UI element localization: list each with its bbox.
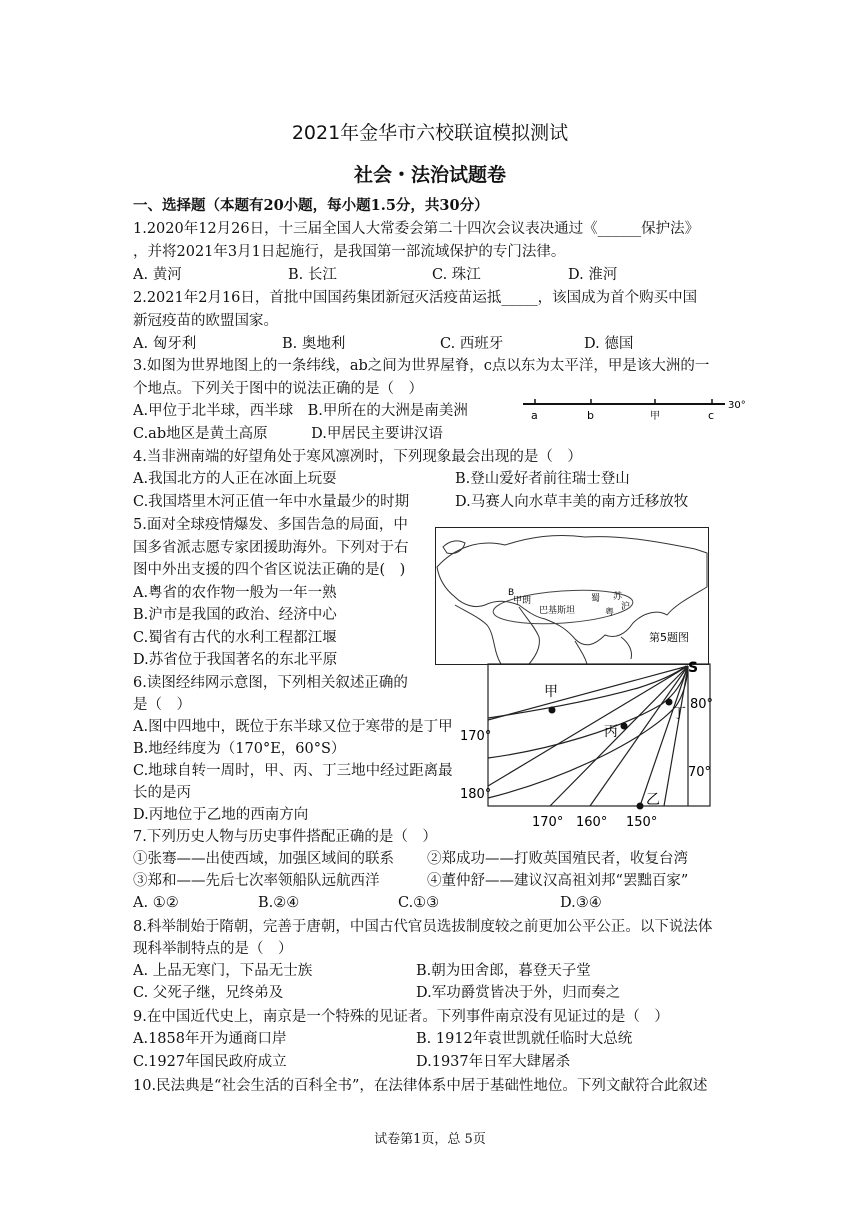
fig6-lon150-label: 150° <box>626 815 658 830</box>
q8-stem-line1: 8.科举制始于隋朝，完善于唐朝，中国古代官员选拔制度较之前更加公平公正。以下说法体 <box>133 919 713 935</box>
q6-option-c-line2: 长的是丙 <box>133 785 191 801</box>
fig5-caption: 第5题图 <box>649 631 689 644</box>
q2-option-a: A. 匈牙利 <box>133 336 197 352</box>
q8-stem-line2: 现科举制特点的是（ ） <box>133 941 293 957</box>
fig6-yi-label: 乙 <box>646 792 660 808</box>
q3-stem-line1: 3.如图为世界地图上的一条纬线，ab之间为世界屋脊，c点以东为太平洋，甲是该大洲的一 <box>133 358 710 374</box>
q4-option-a: A.我国北方的人正在冰面上玩耍 <box>133 471 337 487</box>
q8-option-c: C. 父死子继，兄终弟及 <box>133 985 284 1001</box>
fig3-point-a: a <box>531 409 538 422</box>
q9-stem: 9.在中国近代史上，南京是一个特殊的见证者。下列事件南京没有见证过的是（ ） <box>133 1009 669 1025</box>
fig6-lat80-label: 80° <box>690 697 714 712</box>
q1-option-c: C. 珠江 <box>432 267 481 283</box>
q7-item-1: ①张骞——出使西域，加强区域间的联系 <box>133 851 394 867</box>
q6-option-c-line1: C.地球自转一周时，甲、丙、丁三地中经过距离最 <box>133 763 453 779</box>
q7-stem: 7.下列历史人物与历史事件搭配正确的是（ ） <box>133 829 437 845</box>
fig5-label-su: 苏 <box>613 592 623 602</box>
q7-item-3: ③郑和——先后七次率领船队远航西洋 <box>133 873 380 889</box>
section-heading: 一、选择题（本题有20小题，每小题1.5分，共30分） <box>133 197 489 214</box>
q3-options-cd: C.ab地区是黄土高原 D.甲居民主要讲汉语 <box>133 426 443 442</box>
q5-map-figure <box>435 527 710 665</box>
fig3-point-jia: 甲 <box>650 411 660 422</box>
q8-option-d: D.军功爵赏皆决于外，归而奏之 <box>416 985 621 1001</box>
fig5-label-b: B <box>508 588 515 598</box>
q6-graticule-figure <box>458 658 718 836</box>
q8-option-a: A. 上品无寒门，下品无士族 <box>133 963 313 979</box>
q1-stem-line2: ，并将2021年3月1日起施行，是我国第一部流域保护的专门法律。 <box>133 244 566 260</box>
q7-item-4: ④董仲舒——建议汉高祖刘邦“罢黜百家” <box>427 873 689 889</box>
fig6-ding-label: 丁 <box>672 706 686 722</box>
q9-option-b: B. 1912年袁世凯就任临时大总统 <box>416 1031 633 1047</box>
q1-option-a: A. 黄河 <box>133 267 182 283</box>
q1-option-d: D. 淮河 <box>568 267 618 283</box>
q7-option-b: B.②④ <box>258 895 300 911</box>
q2-option-d: D. 德国 <box>584 336 634 352</box>
q5-stem-line3: 图中外出支援的四个省区说法正确的是( ) <box>133 562 406 578</box>
fig6-bing-label: 丙 <box>604 724 618 740</box>
q7-option-d: D.③④ <box>560 895 602 911</box>
fig5-label-shu: 蜀 <box>591 594 601 604</box>
q9-option-c: C.1927年国民政府成立 <box>133 1054 287 1070</box>
q9-option-d: D.1937年日军大肆屠杀 <box>416 1054 571 1070</box>
fig6-jia-label: 甲 <box>544 684 558 700</box>
q8-option-b: B.朝为田舍郎，暮登天子堂 <box>416 963 591 979</box>
q5-option-c: C.蜀省有古代的水利工程都江堰 <box>133 630 337 646</box>
q1-stem-line1: 1.2020年12月26日，十三届全国人大常委会第二十四次会议表决通过《______保护法》 <box>133 221 700 237</box>
q3-options-ab: A.甲位于北半球，西半球 B.甲所在的大洲是南美洲 <box>133 403 468 419</box>
q4-option-c: C.我国塔里木河正值一年中水量最少的时期 <box>133 494 410 510</box>
q4-stem: 4.当非洲南端的好望角处于寒风凛冽时，下列现象最会出现的是（ ） <box>133 449 582 465</box>
q2-option-c: C. 西班牙 <box>440 336 504 352</box>
q2-stem-line2: 新冠疫苗的欧盟国家。 <box>133 313 278 329</box>
q4-option-b: B.登山爱好者前往瑞士登山 <box>455 471 630 487</box>
q6-option-d: D.丙地位于乙地的西南方向 <box>133 807 309 823</box>
q10-stem: 10.民法典是“社会生活的百科全书”，在法律体系中居于基础性地位。下列文献符合此叙述 <box>133 1078 708 1094</box>
fig3-point-b: b <box>587 409 594 422</box>
fig5-label-hu: 沪 <box>621 602 631 612</box>
fig5-label-jialang: 甲朗 <box>513 596 532 606</box>
q5-stem-line1: 5.面对全球疫情爆发、多国告急的局面，中 <box>133 517 408 533</box>
fig5-label-yue: 粤 <box>605 608 615 618</box>
q6-stem-line2: 是（ ） <box>133 697 191 713</box>
q7-item-2: ②郑成功——打败英国殖民者，收复台湾 <box>427 851 688 867</box>
q3-latitude-figure <box>515 392 760 422</box>
fig6-lon180-label: 180° <box>460 787 492 802</box>
q4-option-d: D.马赛人向水草丰美的南方迁移放牧 <box>455 494 689 510</box>
q7-option-c: C.①③ <box>398 895 440 911</box>
exam-title: 2021年金华市六校联谊模拟测试 <box>291 122 569 144</box>
q6-option-a: A.图中四地中，既位于东半球又位于寒带的是丁甲 <box>133 719 453 735</box>
fig3-point-c: c <box>708 409 715 422</box>
q5-option-b: B.沪市是我国的政治、经济中心 <box>133 607 337 623</box>
exam-subtitle: 社会・法治试题卷 <box>353 164 506 186</box>
q5-stem-line2: 国多省派志愿专家团援助海外。下列对于右 <box>133 540 409 556</box>
q2-option-b: B. 奥地利 <box>282 336 346 352</box>
fig6-lon170-left-label: 170° <box>460 729 492 744</box>
q1-option-b: B. 长江 <box>288 267 337 283</box>
q2-stem-line1: 2.2021年2月16日，首批中国国药集团新冠灭活疫苗运抵_____，该国成为首个购买中国 <box>133 290 698 306</box>
q6-option-b: B.地经纬度为（170°E，60°S） <box>133 741 346 757</box>
q9-option-a: A.1858年开为通商口岸 <box>133 1031 287 1047</box>
q5-option-d: D.苏省位于我国著名的东北平原 <box>133 652 338 668</box>
fig3-latitude-label: 30° <box>728 400 746 411</box>
q7-option-a: A. ①② <box>133 895 179 911</box>
fig6-lon170-bottom-label: 170° <box>532 815 564 830</box>
page-footer: 试卷第1页，总 5页 <box>374 1132 486 1147</box>
q6-stem-line1: 6.读图经纬网示意图，下列相关叙述正确的 <box>133 675 408 691</box>
fig6-pole-label: S <box>688 660 699 676</box>
fig6-lat70-label: 70° <box>688 765 712 780</box>
fig5-label-pakistan: 巴基斯坦 <box>539 606 576 616</box>
q3-stem-line2: 个地点。下列关于图中的说法正确的是（ ） <box>133 381 423 397</box>
q5-option-a: A.粤省的农作物一般为一年一熟 <box>133 585 337 601</box>
fig6-lon160-label: 160° <box>576 815 608 830</box>
